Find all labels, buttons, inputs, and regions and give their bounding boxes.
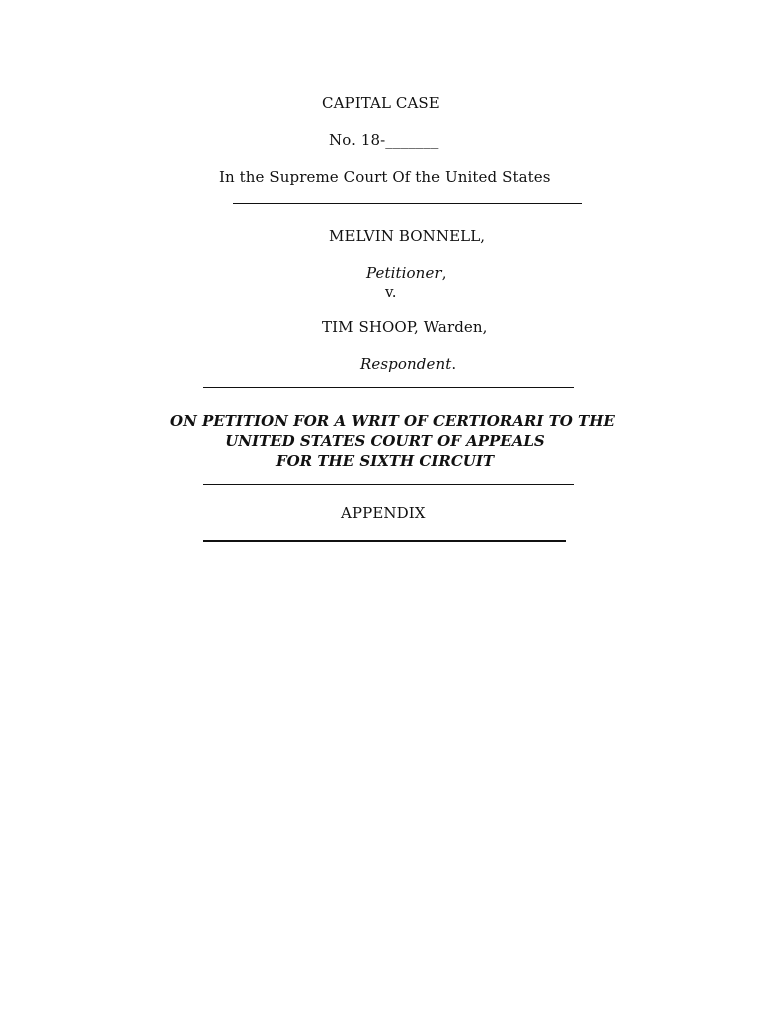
petition-heading (170, 411, 615, 471)
petitioner-role-text: Petitioner (366, 264, 442, 282)
petition-heading-line-3: FOR THE SIXTH CIRCUIT (275, 452, 495, 470)
petitioner-role-punct: , (441, 264, 447, 282)
respondent-name: TIM SHOOP, Warden, (322, 318, 488, 336)
versus-label: v. (385, 283, 397, 301)
heading-divider (203, 484, 574, 485)
court-title: In the Supreme Court Of the United States (219, 168, 551, 186)
respondent-role-punct: . (451, 355, 457, 373)
petition-heading-line-2: UNITED STATES COURT OF APPEALS (225, 432, 545, 450)
appendix-divider (203, 540, 566, 542)
respondent-role (360, 355, 456, 373)
petitioner-role (366, 264, 447, 282)
respondent-role-text: Respondent (360, 355, 452, 373)
petition-heading-line-1: ON PETITION FOR A WRIT OF CERTIORARI TO THE (170, 412, 615, 430)
capital-case-label: CAPITAL CASE (322, 94, 440, 112)
parties-divider (203, 387, 574, 388)
court-divider (233, 203, 582, 204)
case-number: No. 18-_______ (329, 131, 439, 149)
appendix-title: APPENDIX (341, 504, 426, 522)
petitioner-name: MELVIN BONNELL, (329, 227, 486, 245)
